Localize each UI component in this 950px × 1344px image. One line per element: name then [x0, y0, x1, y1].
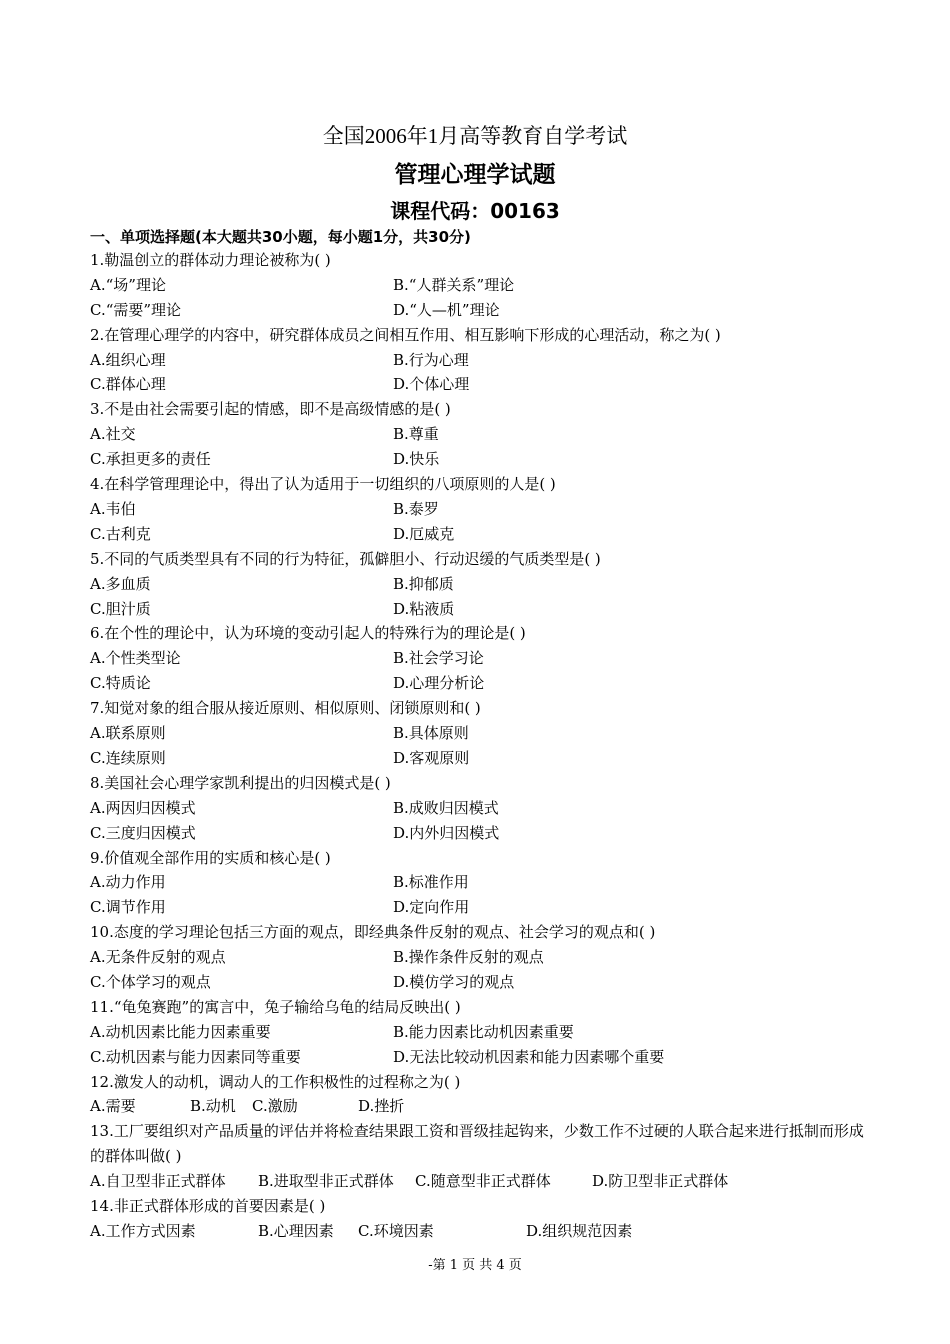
- option-row: [90, 422, 870, 447]
- paper-title: 管理心理学试题: [394, 162, 556, 188]
- option: B.“人群关系”理论: [393, 275, 515, 294]
- option: D.内外归因模式: [393, 823, 500, 842]
- option: C.胆汁质: [90, 599, 151, 618]
- option: B.具体原则: [393, 724, 469, 743]
- question-stem: 7.知觉对象的组合服从接近原则、相似原则、闭锁原则和( ): [90, 699, 481, 718]
- option: A.韦伯: [90, 499, 136, 518]
- option: B.进取型非正式群体: [258, 1172, 394, 1191]
- option: C.特质论: [90, 674, 151, 693]
- option-row: [90, 796, 870, 821]
- page-footer: -第 1 页 共 4 页: [428, 1258, 522, 1273]
- section-heading: 一、单项选择题(本大题共30小题，每小题1分，共30分): [90, 228, 471, 246]
- question-stem: 8.美国社会心理学家凯利提出的归因模式是( ): [90, 773, 391, 792]
- option: B.行为心理: [393, 350, 469, 369]
- option-row: [90, 646, 870, 671]
- question-stem: 6.在个性的理论中，认为环境的变动引起人的特殊行为的理论是( ): [90, 624, 526, 643]
- option: C.随意型非正式群体: [415, 1172, 551, 1191]
- question-stem: 13.工厂要组织对产品质量的评估并将检查结果跟工资和晋级挂起钩来，少数工作不过硬的人联合起来进行抵制而形成的群体叫做( ): [90, 1122, 864, 1166]
- option: B.尊重: [393, 425, 439, 444]
- option-row: [90, 1219, 870, 1244]
- option: D.心理分析论: [393, 674, 485, 693]
- option-row: [90, 372, 870, 397]
- option: C.环境因素: [358, 1221, 434, 1240]
- option: D.模仿学习的观点: [393, 972, 515, 991]
- option: C.激励: [252, 1097, 298, 1116]
- option: A.动力作用: [90, 873, 166, 892]
- option-row: [90, 970, 870, 995]
- option: D.粘液质: [393, 599, 455, 618]
- option: D.无法比较动机因素和能力因素哪个重要: [393, 1047, 665, 1066]
- option-row: [90, 298, 870, 323]
- question-list: [90, 248, 870, 1244]
- option: C.调节作用: [90, 898, 166, 917]
- option: C.连续原则: [90, 748, 166, 767]
- option: C.群体心理: [90, 375, 166, 394]
- question-stem: 11.“龟兔赛跑”的寓言中，兔子输给乌龟的结局反映出( ): [90, 997, 461, 1016]
- question-stem: 10.态度的学习理论包括三方面的观点，即经典条件反射的观点、社会学习的观点和( ): [90, 923, 656, 942]
- option-row: [90, 721, 870, 746]
- option: B.能力因素比动机因素重要: [393, 1022, 574, 1041]
- option: D.组织规范因素: [526, 1221, 633, 1240]
- option: D.客观原则: [393, 748, 470, 767]
- option: D.“人—机”理论: [393, 300, 500, 319]
- question-stem: 1.勒温创立的群体动力理论被称为( ): [90, 251, 331, 269]
- option: B.成败归因模式: [393, 798, 499, 817]
- option: A.自卫型非正式群体: [90, 1172, 226, 1191]
- option: D.防卫型非正式群体: [592, 1172, 729, 1191]
- option-row: [90, 821, 870, 846]
- option: B.心理因素: [258, 1221, 334, 1240]
- option-row: [90, 870, 870, 895]
- option-row: [90, 522, 870, 547]
- question-stem: 5.不同的气质类型具有不同的行为特征，孤僻胆小、行动迟缓的气质类型是( ): [90, 549, 601, 568]
- option-row: [90, 273, 870, 298]
- option: A.组织心理: [90, 350, 166, 369]
- option: A.“场”理论: [90, 275, 166, 294]
- option-row: [90, 447, 870, 472]
- option: A.动机因素比能力因素重要: [90, 1022, 271, 1041]
- option: D.挫折: [358, 1097, 405, 1116]
- option-row: [90, 895, 870, 920]
- option-row: [90, 1045, 870, 1070]
- option: C.承担更多的责任: [90, 450, 211, 469]
- option: A.无条件反射的观点: [90, 948, 226, 967]
- option: D.快乐: [393, 450, 440, 469]
- option-row: [90, 1169, 870, 1194]
- option: C.个体学习的观点: [90, 972, 211, 991]
- option: A.联系原则: [90, 724, 166, 743]
- option: B.标准作用: [393, 873, 469, 892]
- option: A.个性类型论: [90, 649, 181, 668]
- option: C.“需要”理论: [90, 300, 182, 319]
- option: B.泰罗: [393, 499, 439, 518]
- course-code: 课程代码：00163: [390, 199, 560, 223]
- question-stem: 3.不是由社会需要引起的情感，即不是高级情感的是( ): [90, 400, 451, 419]
- option-row: [90, 1020, 870, 1045]
- option: A.需要: [90, 1097, 136, 1116]
- option: C.动机因素与能力因素同等重要: [90, 1047, 301, 1066]
- option-row: [90, 572, 870, 597]
- question-stem: 4.在科学管理理论中，得出了认为适用于一切组织的八项原则的人是( ): [90, 475, 556, 494]
- option: B.抑郁质: [393, 574, 454, 593]
- option-row: [90, 746, 870, 771]
- option: D.个体心理: [393, 375, 470, 394]
- option: A.两因归因模式: [90, 798, 196, 817]
- option-row: [90, 348, 870, 373]
- option-row: [90, 497, 870, 522]
- option: A.工作方式因素: [90, 1221, 196, 1240]
- option-row: [90, 597, 870, 622]
- option: B.操作条件反射的观点: [393, 948, 544, 967]
- option: D.定向作用: [393, 898, 470, 917]
- question-stem: 14.非正式群体形成的首要因素是( ): [90, 1197, 326, 1216]
- option-row: [90, 671, 870, 696]
- option: A.多血质: [90, 574, 151, 593]
- option: A.社交: [90, 425, 136, 444]
- option-row: [90, 1094, 870, 1119]
- option: B.动机: [190, 1097, 236, 1116]
- question-group-two-column: [90, 248, 870, 1070]
- option: D.厄威克: [393, 524, 455, 543]
- question-stem: 2.在管理心理学的内容中，研究群体成员之间相互作用、相互影响下形成的心理活动，称之为( ): [90, 325, 721, 344]
- option: B.社会学习论: [393, 649, 484, 668]
- option-row: [90, 945, 870, 970]
- exam-title: 全国2006年1月高等教育自学考试: [322, 124, 628, 148]
- question-stem: 9.价值观全部作用的实质和核心是( ): [90, 848, 331, 867]
- option: C.三度归因模式: [90, 823, 196, 842]
- option: C.古利克: [90, 524, 151, 543]
- question-stem: 12.激发人的动机，调动人的工作积极性的过程称之为( ): [90, 1072, 461, 1091]
